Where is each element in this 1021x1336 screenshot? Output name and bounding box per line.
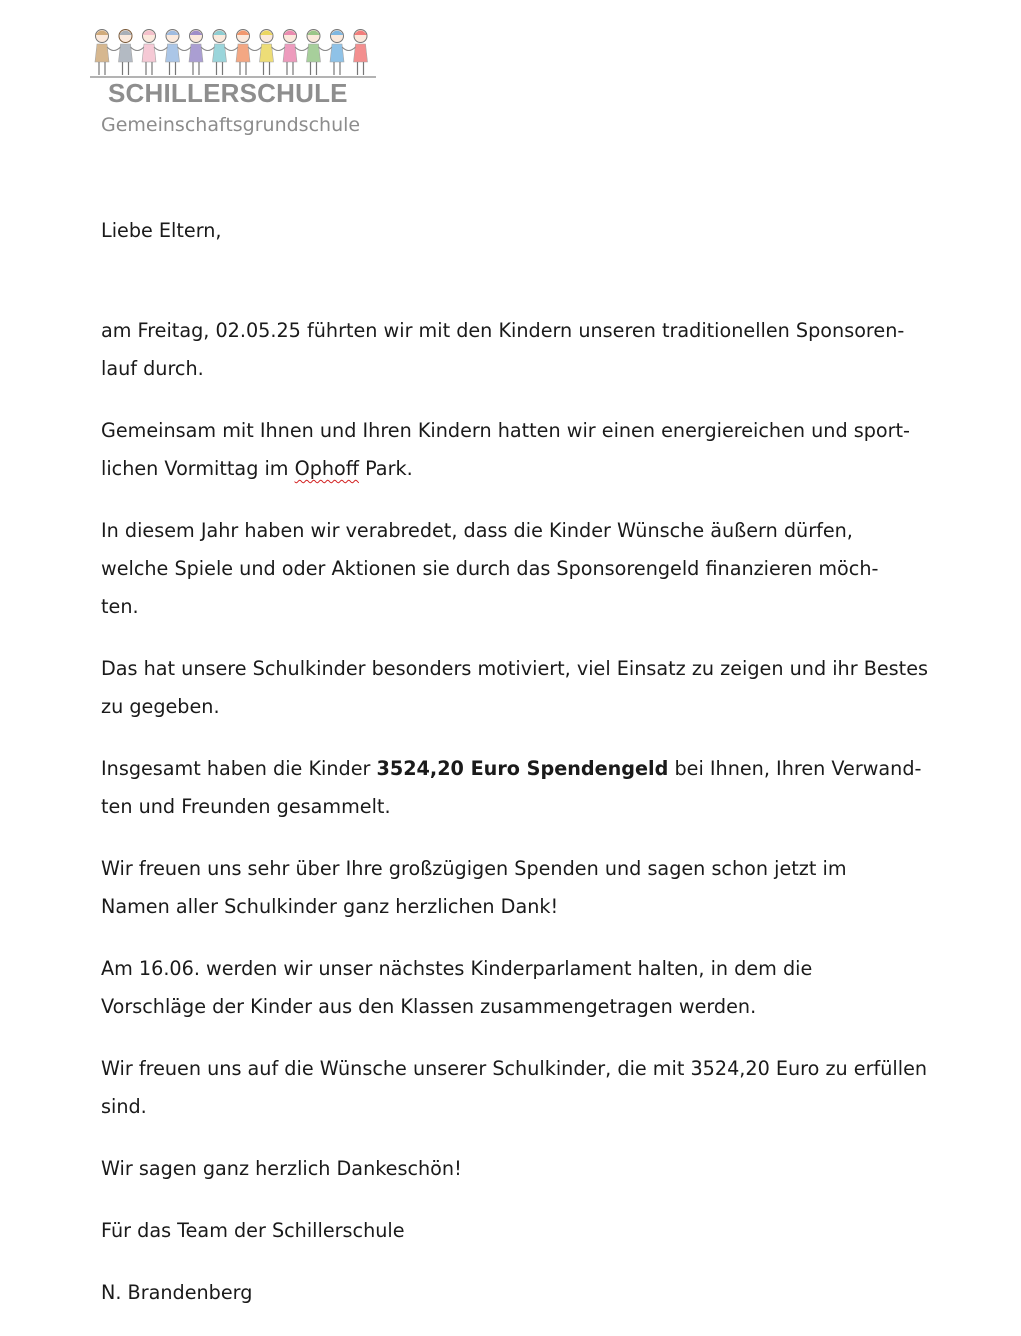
paragraph-sponsorenlauf: [101, 312, 951, 388]
child-figure: [95, 30, 121, 76]
child-figure: [307, 30, 333, 76]
text-line: lauf durch.: [101, 357, 204, 380]
child-figure: [142, 30, 168, 76]
donation-amount: 3524,20 Euro Spendengeld: [376, 757, 669, 780]
text-line: Wir freuen uns auf die Wünsche unserer Schulkinder, die mit 3524,20 Euro zu erfüllen: [101, 1057, 928, 1080]
text-line: zu gegeben.: [101, 695, 220, 718]
text-line: lichen Vormittag im: [101, 457, 295, 480]
text-line: Das hat unsere Schulkinder besonders motiviert, viel Einsatz zu zeigen und ihr Bestes: [101, 657, 928, 680]
signature: N. Brandenberg: [101, 1281, 253, 1304]
text-line: Insgesamt haben die Kinder: [101, 757, 377, 780]
paragraph-vormittag: [101, 412, 951, 488]
school-name: SCHILLERSCHULE: [108, 78, 348, 108]
text-line: ten.: [101, 595, 139, 618]
paragraph-dankeschoen: Wir sagen ganz herzlich Dankeschön!: [101, 1157, 462, 1180]
child-figure: [189, 30, 215, 76]
child-figure: [236, 30, 262, 76]
text-line: am Freitag, 02.05.25 führten wir mit den Kindern unseren traditionellen Sponsoren-: [101, 319, 905, 342]
paragraph-dank: [101, 850, 951, 926]
paragraph-wuensche: [101, 512, 951, 626]
child-figure: [119, 30, 145, 76]
text-line: Namen aller Schulkinder ganz herzlichen Dank!: [101, 895, 559, 918]
child-figure: [213, 30, 239, 76]
school-subtitle: Gemeinschaftsgrundschule: [101, 114, 361, 136]
child-figure: [260, 30, 286, 76]
salutation: Liebe Eltern,: [101, 219, 222, 242]
child-figure: [166, 30, 192, 76]
paragraph-motivation: [101, 650, 951, 726]
text-line: In diesem Jahr haben wir verabredet, dass die Kinder Wünsche äußern dürfen,: [101, 519, 853, 542]
paragraph-kinderparlament: [101, 950, 951, 1026]
closing: Für das Team der Schillerschule: [101, 1219, 405, 1242]
text-line: bei Ihnen, Ihren Verwand-: [668, 757, 922, 780]
text-line: Park.: [359, 457, 413, 480]
children-holding-hands-illustration: [88, 12, 388, 82]
park-name: Ophoff: [294, 457, 359, 480]
text-line: welche Spiele und oder Aktionen sie durch das Sponsorengeld finanzieren möch-: [101, 557, 879, 580]
letter-body: [101, 212, 951, 1336]
text-line: Am 16.06. werden wir unser nächstes Kinderparlament halten, in dem die: [101, 957, 813, 980]
paragraph-erfuellen: [101, 1050, 951, 1126]
paragraph-spendengeld: [101, 750, 951, 826]
text-line: ten und Freunden gesammelt.: [101, 795, 391, 818]
text-line: Gemeinsam mit Ihnen und Ihren Kindern hatten wir einen energiereichen und sport-: [101, 419, 910, 442]
child-figure: [283, 30, 309, 76]
school-logo: [88, 12, 388, 142]
text-line: Vorschläge der Kinder aus den Klassen zusammengetragen werden.: [101, 995, 757, 1018]
text-line: sind.: [101, 1095, 147, 1118]
child-figure: [354, 30, 368, 76]
child-figure: [330, 30, 356, 76]
text-line: Wir freuen uns sehr über Ihre großzügigen Spenden und sagen schon jetzt im: [101, 857, 847, 880]
